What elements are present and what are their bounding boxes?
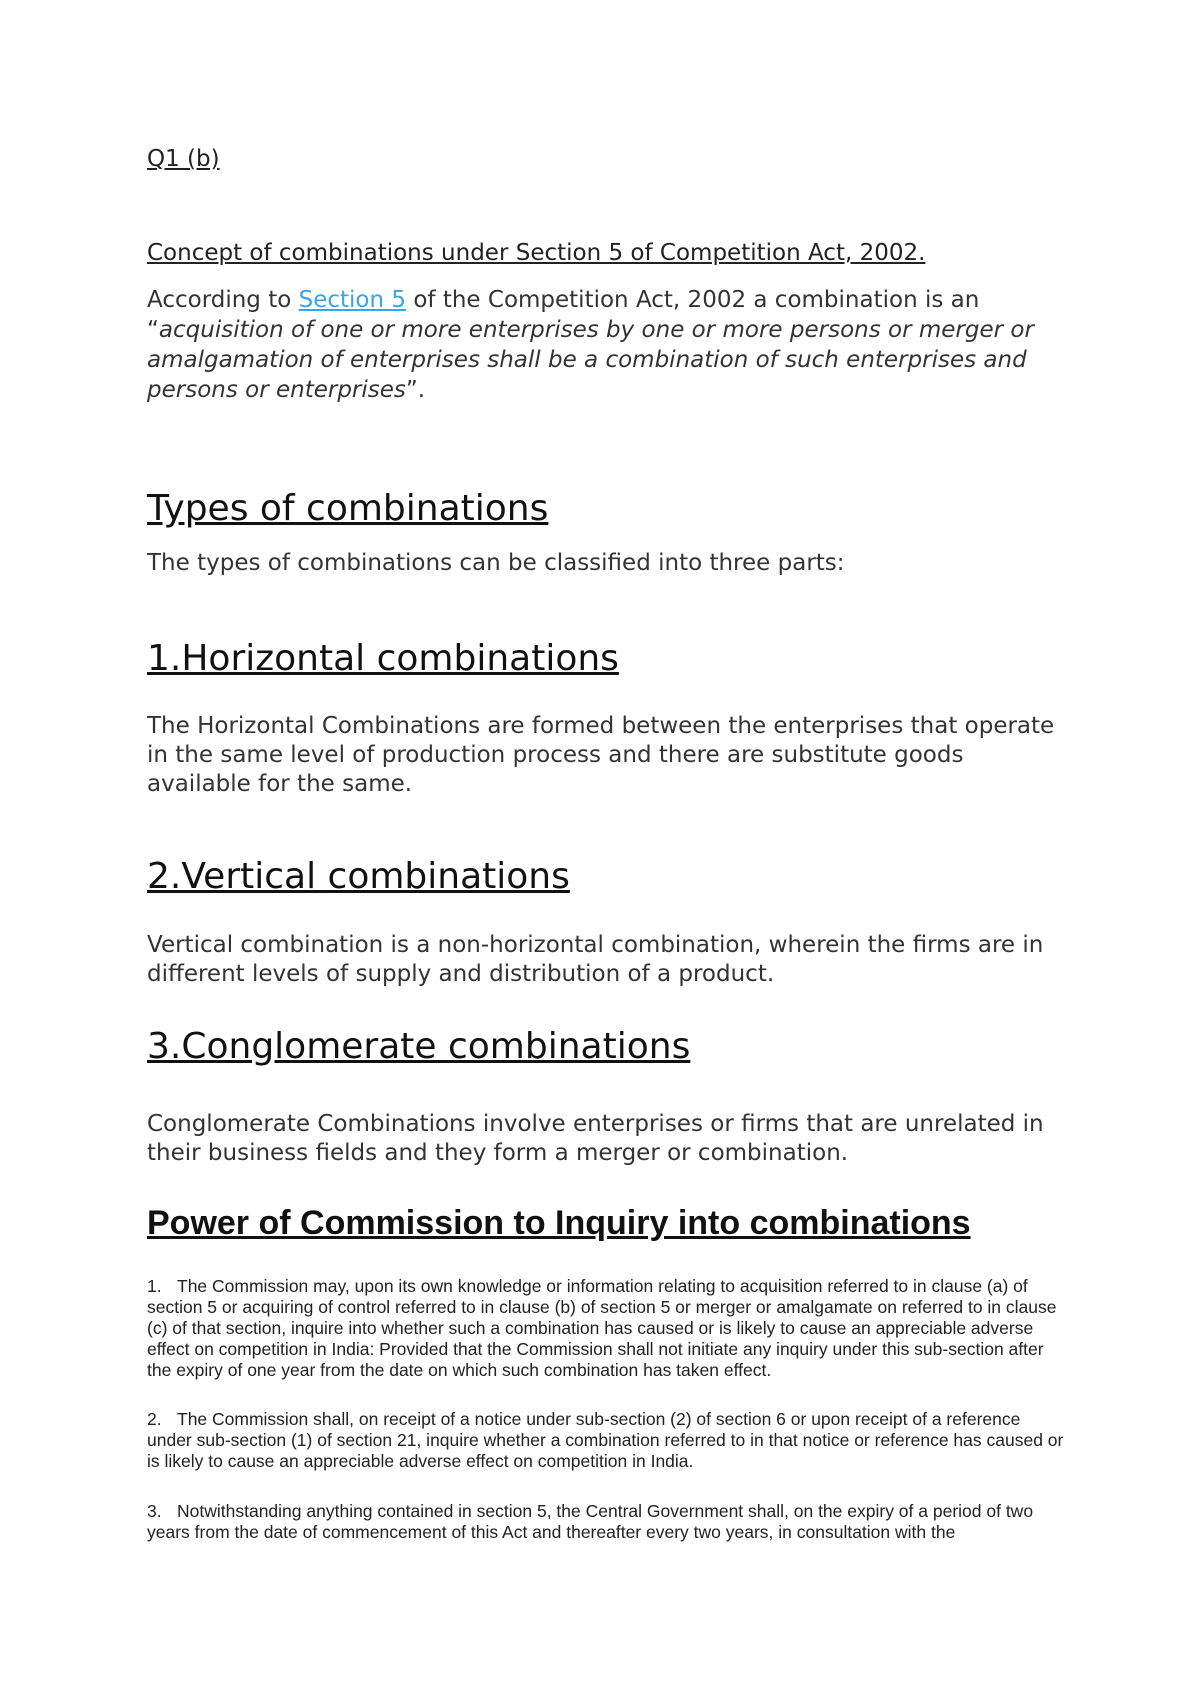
horizontal-heading: 1.Horizontal combinations <box>147 638 619 679</box>
concept-paragraph <box>147 285 1067 405</box>
list-item-text: Notwithstanding anything contained in section 5, the Central Government shall, on the expiry of a period of two years from the date of commencement of this Act and thereafter every two years, in consultation with the <box>147 1501 1034 1542</box>
list-item-text: The Commission may, upon its own knowledge or information relating to acquisition referred to in clause (a) of section 5 or acquiring of control referred to in clause (b) of section 5 or merger or amalgamate on referred to in clause (c) of that section, inquire into whether such a combination has caused or is likely to cause an appreciable adverse effect on competition in India: Provided that the Commission shall not initiate any inquiry under this sub-section after the expiry of one year from the date on which such combination has taken effect. <box>147 1276 1057 1380</box>
list-number: 1. <box>147 1276 162 1296</box>
power-list-item-3 <box>147 1501 1067 1543</box>
power-heading: Power of Commission to Inquiry into combinations <box>147 1204 971 1242</box>
section-5-link[interactable]: Section 5 <box>298 287 407 313</box>
power-list-item-2 <box>147 1409 1067 1472</box>
list-number: 2. <box>147 1409 162 1429</box>
vertical-heading: 2.Vertical combinations <box>147 856 570 897</box>
question-label: Q1 (b) <box>147 146 220 172</box>
list-number: 3. <box>147 1501 162 1521</box>
types-intro: The types of combinations can be classified into three parts: <box>147 550 845 576</box>
vertical-paragraph: Vertical combination is a non-horizontal combination, wherein the firms are in different levels of supply and distribution of a product. <box>147 932 1044 987</box>
horizontal-paragraph: The Horizontal Combinations are formed between the enterprises that operate in the same level of production process and there are substitute goods available for the same. <box>147 713 1055 797</box>
conglomerate-paragraph: Conglomerate Combinations involve enterprises or firms that are unrelated in their business fields and they form a merger or combination. <box>147 1111 1044 1166</box>
conglomerate-heading: 3.Conglomerate combinations <box>147 1026 691 1067</box>
concept-closing: ”. <box>405 377 426 403</box>
concept-intro-text: According to <box>147 287 299 313</box>
power-list-item-1 <box>147 1276 1067 1381</box>
list-item-text: The Commission shall, on receipt of a notice under sub-section (2) of section 6 or upon receipt of a reference under sub-section (1) of section 21, inquire whether a combination referred to in that notice or reference has caused or is likely to cause an appreciable adverse effect on competition in India. <box>147 1409 1064 1471</box>
concept-intro-continued: of the Competition Act, 2002 a combination is an “ <box>147 287 980 343</box>
types-heading: Types of combinations <box>147 488 549 529</box>
definition-quote: acquisition of one or more enterprises by one or more persons or merger or amalgamation of enterprises shall be a combination of such enterprises and persons or enterprises <box>147 317 1034 403</box>
concept-heading: Concept of combinations under Section 5 of Competition Act, 2002. <box>147 240 926 266</box>
